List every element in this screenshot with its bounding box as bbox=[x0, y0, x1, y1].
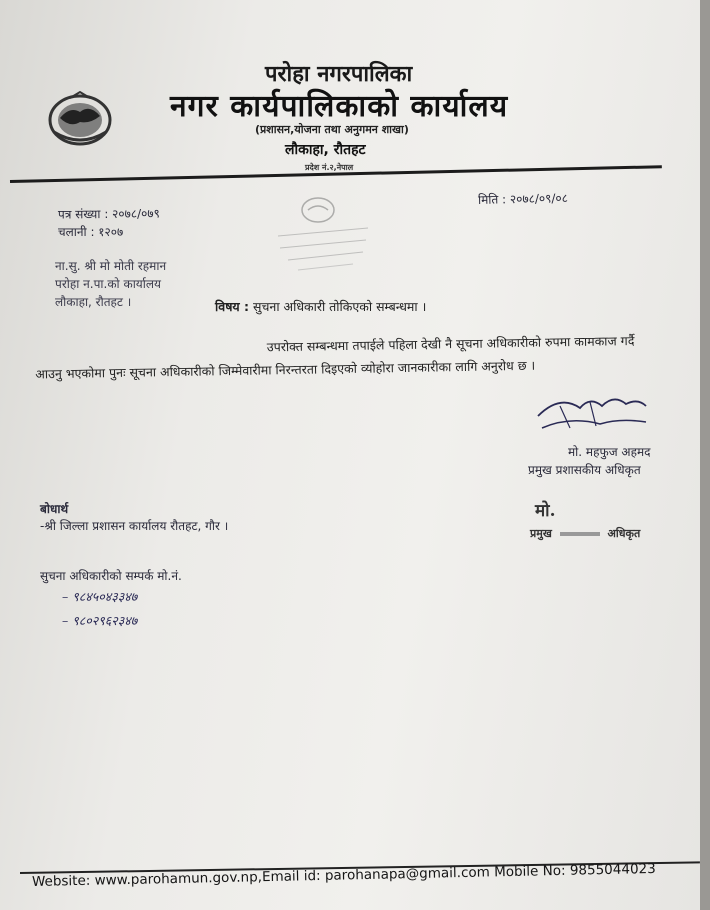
subject-text: सुचना अधिकारी तोकिएको सम्बन्धमा । bbox=[253, 299, 427, 314]
recipient-line-3: लौकाहा, रौतहट । bbox=[55, 295, 132, 309]
cc-item: -श्री जिल्ला प्रशासन कार्यालय रौतहट, गौर । bbox=[40, 519, 229, 533]
subject-line bbox=[215, 298, 426, 315]
signatory-name: मो. महफुज अहमद bbox=[568, 445, 651, 459]
recipient-line-2: परोहा न.पा.को कार्यालय bbox=[55, 277, 161, 291]
letter-date: मिति : २०७८/०९/०८ bbox=[477, 191, 569, 207]
office-location: लौकाहा, रौतहट bbox=[285, 142, 366, 158]
footer-contact-info: Website: www.parohamun.gov.np,Email id: parohanapa@gmail.com Mobile No: 9855044023 bbox=[31, 860, 656, 890]
contact-number-2: – ९८०२९६२३४७ bbox=[62, 613, 138, 628]
signature-scribble bbox=[530, 388, 650, 436]
municipality-name: परोहा नगरपालिका bbox=[265, 61, 413, 87]
nepal-emblem-logo bbox=[40, 88, 120, 150]
letter-number: पत्र संख्या : २०७८/०७९ bbox=[57, 206, 160, 222]
signatory-stamp-title: प्रमुख अधिकृत bbox=[530, 527, 641, 540]
recipient-line-1: ना.सु. श्री मो मोती रहमान bbox=[55, 259, 167, 273]
contact-number-1: – ९८४५०४३३४७ bbox=[62, 589, 138, 604]
office-stamp bbox=[268, 188, 378, 278]
letter-body: उपरोक्त सम्बन्धमा तपाईले पहिला देखी नै सूचना अधिकारीको रुपमा कामकाज गर्दै आउनु भएकोमा पुनः सूचना अधिकारीको जिम्मेवारीमा निरन्तरता दिइएको व्योहोरा जानकारीका लागि अनुरोध छ । bbox=[35, 332, 635, 382]
subject-label: विषय : bbox=[215, 299, 250, 314]
dispatch-number: चलानी : १२०७ bbox=[58, 225, 124, 239]
section-name: (प्रशासन,योजना तथा अनुगमन शाखा) bbox=[255, 123, 409, 136]
office-title: नगर कार्यपालिकाको कार्यालय bbox=[170, 89, 509, 124]
signatory-stamp-name: मो. bbox=[535, 501, 556, 521]
signatory-title: प्रमुख प्रशासकीय अधिकृत bbox=[528, 463, 641, 477]
contact-label: सुचना अधिकारीको सम्पर्क मो.नं. bbox=[40, 569, 182, 583]
cc-label: बोधार्थ bbox=[40, 502, 69, 516]
province-label: प्रदेश नं.२,नेपाल bbox=[305, 163, 354, 172]
